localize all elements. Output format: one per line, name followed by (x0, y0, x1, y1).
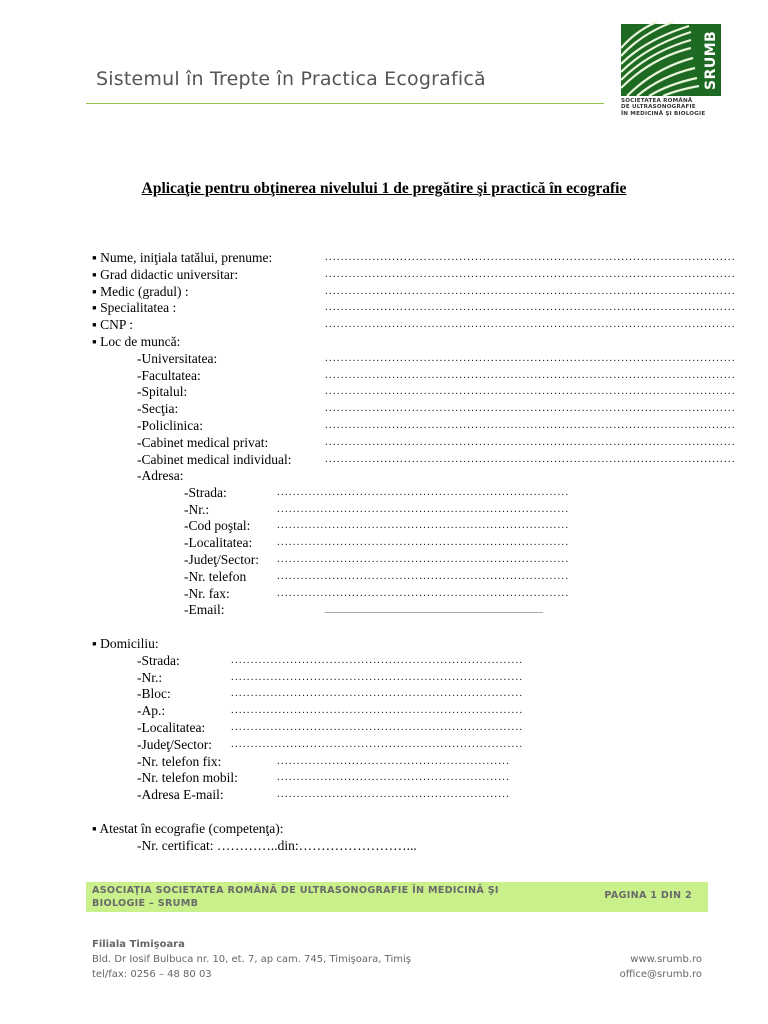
field-label-nr: -Nr.: (184, 502, 210, 517)
fill-line-din[interactable]: ……………………... (298, 838, 417, 853)
footer-address: Bld. Dr Iosif Bulbuca nr. 10, et. 7, ap cam. 745, Timişoara, Timiş (92, 954, 411, 965)
fill-line-name[interactable]: ........................................................................................................ (325, 251, 736, 263)
fill-line-specialitatea[interactable]: ........................................................................................................ (325, 301, 736, 313)
footer-website-link[interactable]: www.srumb.ro (630, 954, 702, 965)
logo-image (621, 24, 721, 96)
field-label-strada: -Strada: (184, 485, 227, 500)
fill-line-medic[interactable]: ........................................................................................................ (325, 285, 736, 297)
fill-line-dom-judet-sector[interactable]: .......................................................................... (231, 738, 524, 750)
logo-caption-line: ÎN MEDICINĂ ŞI BIOLOGIE (621, 110, 706, 117)
field-label-grad-didactic: ▪ Grad didactic universitar: (92, 267, 239, 282)
field-label-dom-email: -Adresa E-mail: (137, 787, 224, 802)
fill-line-dom-localitatea[interactable]: .......................................................................... (231, 721, 524, 733)
fill-line-dom-email[interactable]: ........................................................... (277, 788, 511, 800)
fill-line-sectia[interactable]: ........................................................................................................ (325, 402, 736, 414)
field-label-dom-bloc: -Bloc: (137, 686, 171, 701)
page-number: PAGINA 1 DIN 2 (604, 890, 692, 901)
footer-email-link[interactable]: office@srumb.ro (619, 969, 702, 980)
field-label-specialitatea: ▪ Specialitatea : (92, 300, 177, 315)
footer-branch: Filiala Timişoara (92, 939, 185, 950)
field-label-nr-telefon: -Nr. telefon (184, 569, 247, 584)
fill-line-strada[interactable]: .......................................................................... (277, 486, 570, 498)
fill-line-spitalul[interactable]: ........................................................................................................ (325, 385, 736, 397)
logo-caption (621, 98, 723, 117)
fill-line-judet-sector[interactable]: .......................................................................... (277, 553, 570, 565)
field-label-dom-ap: -Ap.: (137, 703, 166, 718)
fill-line-cod-postal[interactable]: .......................................................................... (277, 519, 570, 531)
header-rule (86, 103, 604, 104)
field-label-spitalul: -Spitalul: (137, 384, 188, 399)
header-title: Sistemul în Trepte în Practica Ecografică (96, 68, 486, 90)
field-label-adresa: -Adresa: (137, 468, 184, 483)
section-heading-atestat: ▪ Atestat în ecografie (competenţa): (92, 821, 284, 836)
field-label-medic: ▪ Medic (gradul) : (92, 284, 189, 299)
fill-line-nr-telefon[interactable]: .......................................................................... (277, 570, 570, 582)
field-label-dom-judet-sector: -Judeţ/Sector: (137, 737, 212, 752)
field-label-policlinica: -Policlinica: (137, 418, 203, 433)
field-label-dom-localitatea: -Localitatea: (137, 720, 206, 735)
field-label-dom-telefon-mobil: -Nr. telefon mobil: (137, 770, 238, 785)
document-title: Aplicaţie pentru obţinerea nivelului 1 de pregătire şi practică în ecografie (141, 180, 627, 197)
fill-line-universitatea[interactable]: ........................................................................................................ (325, 352, 736, 364)
logo-caption-line: DE ULTRASONOGRAFIE (621, 104, 696, 111)
fill-line-dom-strada[interactable]: .......................................................................... (231, 654, 524, 666)
fill-line-grad-didactic[interactable]: ........................................................................................................ (325, 268, 736, 280)
footer-band (86, 882, 708, 912)
field-label-dom-strada: -Strada: (137, 653, 180, 668)
fill-line-dom-bloc[interactable]: .......................................................................... (231, 687, 524, 699)
field-label-dom-telefon-fix: -Nr. telefon fix: (137, 754, 222, 769)
field-label-cabinet-privat: -Cabinet medical privat: (137, 435, 269, 450)
field-label-din: din: (277, 838, 299, 853)
fill-line-nr-fax[interactable]: .......................................................................... (277, 587, 570, 599)
field-label-cod-postal: -Cod poştal: (184, 518, 251, 533)
fill-line-localitatea[interactable]: .......................................................................... (277, 536, 570, 548)
fill-line-dom-ap[interactable]: .......................................................................... (231, 704, 524, 716)
fill-line-dom-nr[interactable]: .......................................................................... (231, 671, 524, 683)
field-label-loc-de-munca: ▪ Loc de muncă: (92, 334, 181, 349)
section-heading-domiciliu: ▪ Domiciliu: (92, 636, 159, 651)
field-label-localitatea: -Localitatea: (184, 535, 253, 550)
fill-line-email[interactable]: ............................................................................................................. (325, 606, 543, 615)
field-label-cabinet-individual: -Cabinet medical individual: (137, 452, 292, 467)
fill-line-nr[interactable]: .......................................................................... (277, 503, 570, 515)
fill-line-policlinica[interactable]: ........................................................................................................ (325, 419, 736, 431)
fill-line-cabinet-privat[interactable]: ........................................................................................................ (325, 436, 736, 448)
logo-caption-line: SOCIETATEA ROMÂNĂ (621, 98, 693, 104)
field-label-nr-fax: -Nr. fax: (184, 586, 230, 601)
field-label-certificat: -Nr. certificat: (137, 838, 214, 853)
footer-phone: tel/fax: 0256 – 48 80 03 (92, 969, 212, 980)
field-certificat (137, 837, 417, 854)
fill-line-cnp[interactable]: ........................................................................................................ (325, 318, 736, 330)
field-label-facultatea: -Facultatea: (137, 368, 201, 383)
logo-brand-text: SRUMB (703, 30, 719, 90)
fill-line-dom-telefon-fix[interactable]: ........................................................... (277, 755, 511, 767)
srumb-logo (621, 24, 723, 120)
field-label-sectia: -Secţia: (137, 401, 179, 416)
field-label-name: ▪ Nume, iniţiala tatălui, prenume: (92, 250, 273, 265)
field-label-cnp: ▪ CNP : (92, 317, 134, 332)
footer-organization: ASOCIAŢIA SOCIETATEA ROMÂNĂ DE ULTRASONOGRAFIE ÎN MEDICINĂ ŞI BIOLOGIE – SRUMB (92, 885, 499, 909)
fill-line-certificat[interactable]: ………….. (216, 838, 278, 853)
fill-line-facultatea[interactable]: ........................................................................................................ (325, 369, 736, 381)
field-label-email: -Email: (184, 602, 225, 617)
fill-line-dom-telefon-mobil[interactable]: ........................................................... (277, 771, 511, 783)
field-label-judet-sector: -Judeţ/Sector: (184, 552, 259, 567)
fill-line-cabinet-individual[interactable]: ........................................................................................................ (325, 453, 736, 465)
field-label-universitatea: -Universitatea: (137, 351, 218, 366)
field-label-dom-nr: -Nr.: (137, 670, 163, 685)
